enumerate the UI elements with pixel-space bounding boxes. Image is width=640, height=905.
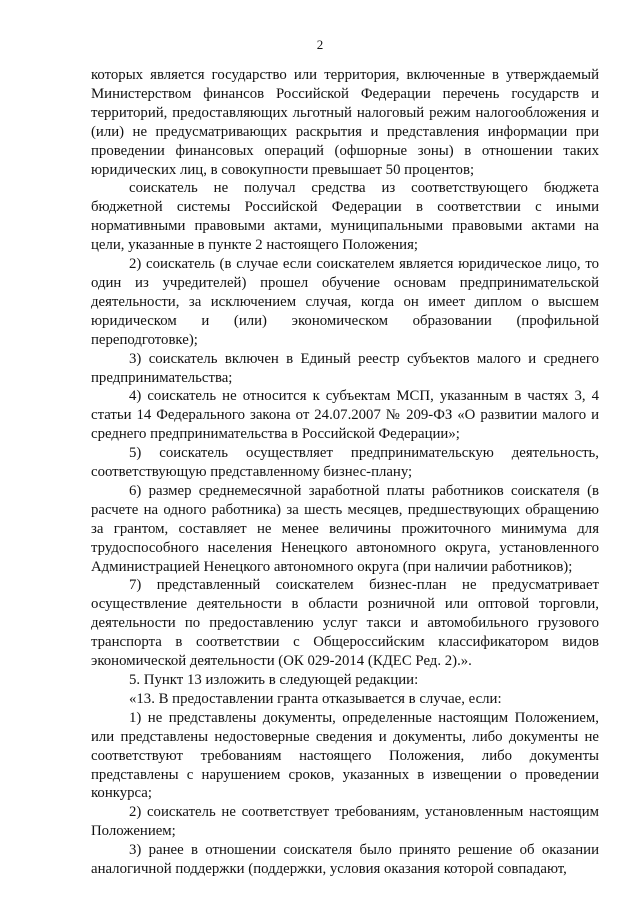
paragraph-refusal-1: 1) не представлены документы, определенные настоящим Положением, или представлены недостоверные сведения и документы, либо документы не соответствуют требованиям настоящего Положения, либо документы представлены с нарушением сроков, указанных в извещении о проведении конкурса; — [91, 709, 599, 802]
paragraph-item-4-msp: 4) соискатель не относится к субъектам МСП, указанным в частях 3, 4 статьи 14 Федерального закона от 24.07.2007 № 209-ФЗ «О развитии малого и среднего предпринимательства в Российской Федерации»; — [91, 388, 599, 443]
paragraph-item-7-trade: 7) представленный соискателем бизнес-план не предусматривает осуществление деятельности в области розничной или оптовой торговли, деятельности по предоставлению услуг такси и автомобильного грузового транспорта в соответствии с Общероссийским классификатором видов экономической деятельности (ОК 029-2014 (КДЕС Ред. 2).». — [91, 577, 599, 670]
document-body — [91, 66, 599, 879]
paragraph-clause-13-intro: «13. В предоставлении гранта отказывается в случае, если: — [129, 690, 502, 707]
paragraph-item-2-training: 2) соискатель (в случае если соискателем является юридическое лицо, то один из учредителей) прошел обучение основам предпринимательской деятельности, за исключением случая, когда он имеет диплом о высшем юридическом и (или) экономическом образовании (профильной переподготовке); — [91, 256, 599, 348]
paragraph-clause-5: 5. Пункт 13 изложить в следующей редакции: — [129, 672, 419, 688]
paragraph-refusal-3: 3) ранее в отношении соискателя было принято решение об оказании аналогичной поддержки (поддержки, условия оказания которой совпадают, — [91, 842, 599, 878]
paragraph-offshore-continuation: которых является государство или территория, включенные в утверждаемый Министерством финансов Российской Федерации перечень государств и территорий, предоставляющих льготный налоговый режим налогообложения и (или) не предусматривающих раскрытия и представления информации при проведении финансовых операций (офшорные зоны) в отношении таких юридических лиц, в совокупности превышает 50 процентов; — [91, 67, 599, 178]
paragraph-item-5-business-plan: 5) соискатель осуществляет предпринимательскую деятельность, соответствующую представленному бизнес-плану; — [91, 445, 599, 481]
paragraph-refusal-2: 2) соискатель не соответствует требованиям, установленным настоящим Положением; — [91, 804, 599, 840]
paragraph-item-3-registry: 3) соискатель включен в Единый реестр субъектов малого и среднего предпринимательства; — [91, 350, 599, 386]
page-number: 2 — [316, 37, 324, 52]
paragraph-item-6-salary: 6) размер среднемесячной заработной платы работников соискателя (в расчете на одного работника) за шесть месяцев, предшествующих обращению за грантом, составляет не менее величины прожиточного минимума для трудоспособного населения Ненецкого автономного округа, установленного Администрацией Ненецкого автономного округа (при наличии работников); — [91, 482, 599, 575]
paragraph-no-budget-funds: соискатель не получал средства из соответствующего бюджета бюджетной системы Российской Федерации в соответствии с иными нормативными правовыми актами, муниципальными правовыми актами на цели, указанные в пункте 2 настоящего Положения; — [91, 180, 599, 254]
